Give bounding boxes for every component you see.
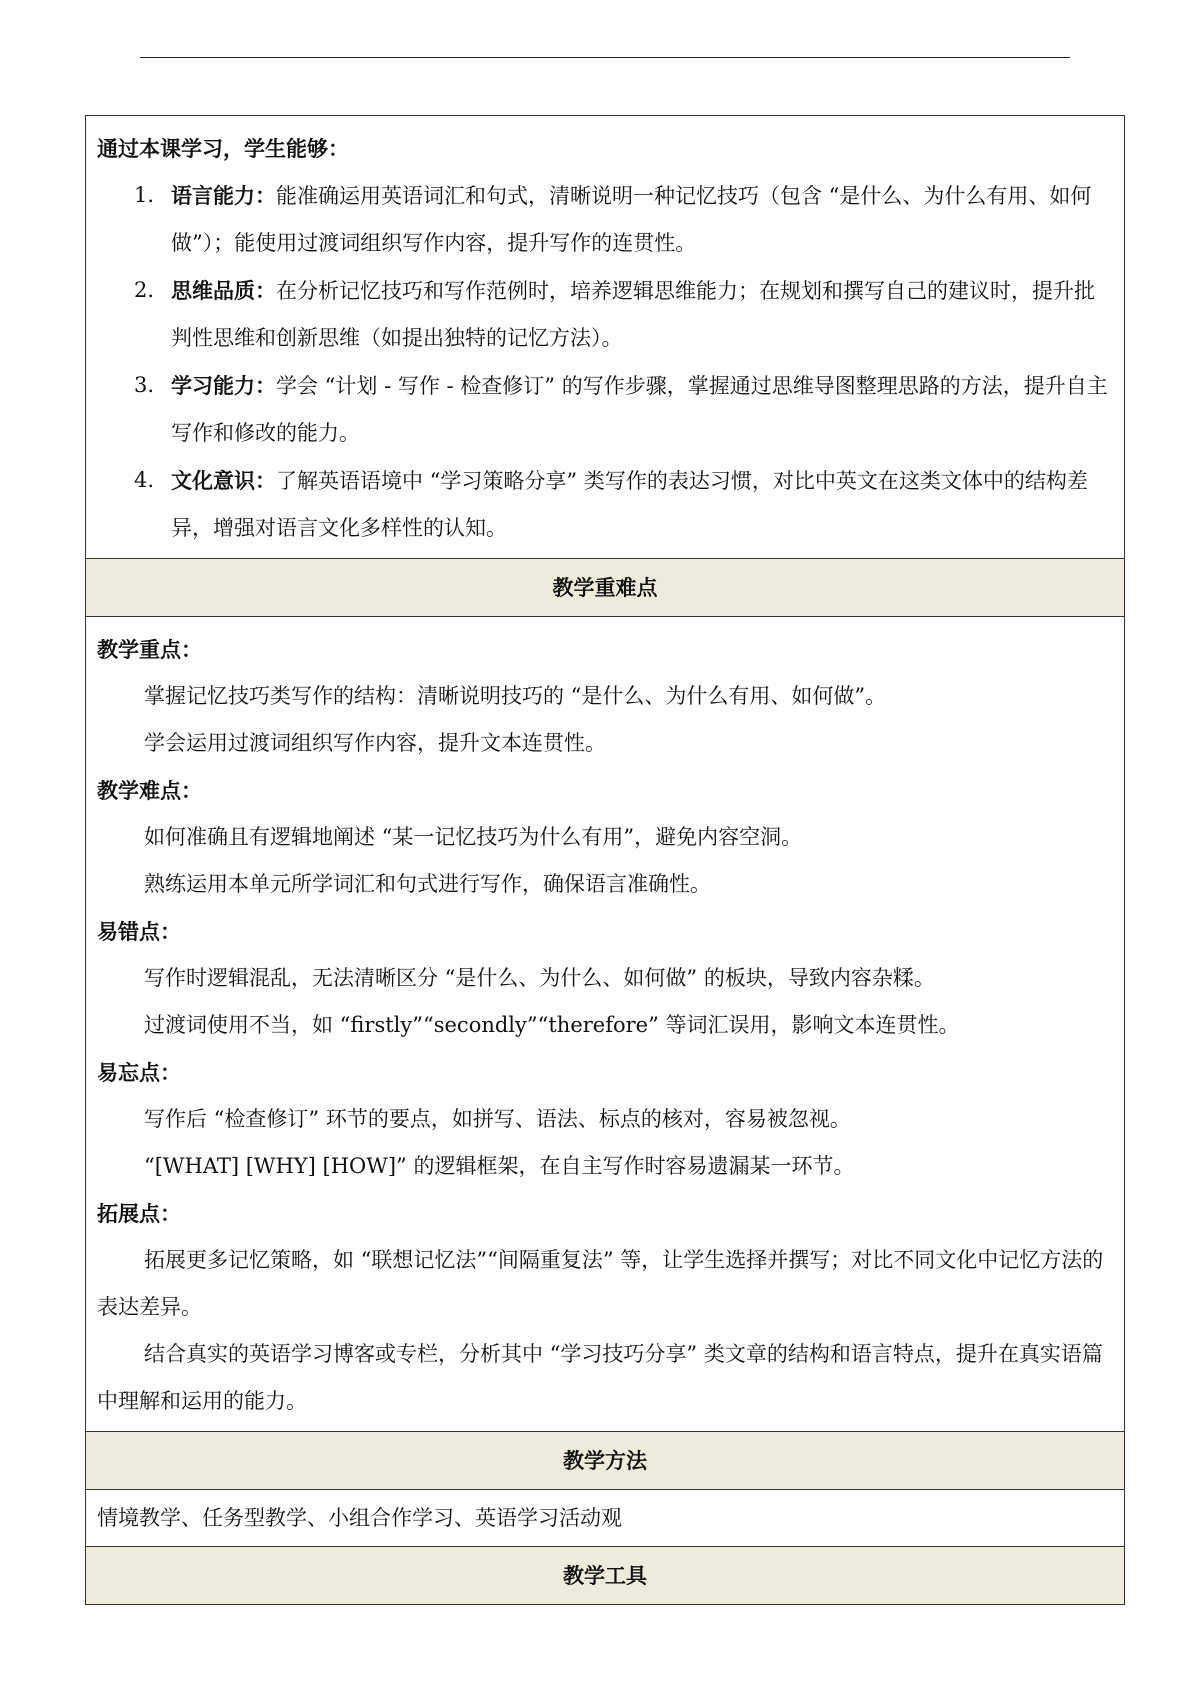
key-points-cell	[86, 617, 1125, 1432]
objectives-intro: 通过本课学习，学生能够：	[97, 136, 349, 161]
section-header: 教学方法	[86, 1432, 1125, 1490]
section-header: 教学工具	[86, 1547, 1125, 1605]
group-line: 掌握记忆技巧类写作的结构：清晰说明技巧的 “是什么、为什么有用、如何做”。	[144, 684, 887, 708]
objective-label: 文化意识：	[171, 468, 276, 493]
group-line: 写作时逻辑混乱，无法清晰区分 “是什么、为什么、如何做” 的板块，导致内容杂糅。	[144, 966, 935, 990]
group-label: 教学重点：	[97, 637, 202, 662]
lesson-plan-table	[85, 115, 1125, 1605]
key-points-header-row	[86, 559, 1125, 617]
methods-text: 情境教学、任务型教学、小组合作学习、英语学习活动观	[86, 1490, 1125, 1547]
objective-text: 了解英语语境中 “学习策略分享” 类写作的表达习惯，对比中英文在这类文体中的结构差异，增强对语言文化多样性的认知。	[171, 469, 1088, 540]
objectives-cell	[86, 116, 1125, 559]
group-line: 写作后 “检查修订” 环节的要点，如拼写、语法、标点的核对，容易被忽视。	[144, 1107, 851, 1131]
objective-item: 1. 语言能力：能准确运用英语词汇和句式，清晰说明一种记忆技巧（包含 “是什么、为什么有用、如何做”）；能使用过渡词组织写作内容，提升写作的连贯性。	[134, 183, 1092, 255]
section-header: 教学重难点	[86, 559, 1125, 617]
group-line: 熟练运用本单元所学词汇和句式进行写作，确保语言准确性。	[144, 872, 711, 896]
group-line: 结合真实的英语学习博客或专栏，分析其中 “学习技巧分享” 类文章的结构和语言特点，提升在真实语篇中理解和运用的能力。	[97, 1342, 1103, 1413]
group-label: 易错点：	[97, 919, 181, 944]
objective-label: 语言能力：	[171, 183, 276, 208]
objective-item: 2. 思维品质：在分析记忆技巧和写作范例时，培养逻辑思维能力；在规划和撰写自己的建议时，提升批判性思维和创新思维（如提出独特的记忆方法）。	[134, 278, 1095, 350]
methods-row	[86, 1490, 1125, 1547]
group-line: 学会运用过渡词组织写作内容，提升文本连贯性。	[144, 731, 606, 755]
objective-label: 学习能力：	[171, 373, 276, 398]
tools-header-row	[86, 1547, 1125, 1605]
objective-text: 能准确运用英语词汇和句式，清晰说明一种记忆技巧（包含 “是什么、为什么有用、如何做”）；能使用过渡词组织写作内容，提升写作的连贯性。	[171, 184, 1092, 255]
objective-item: 3. 学习能力：学会 “计划 - 写作 - 检查修订” 的写作步骤，掌握通过思维导图整理思路的方法，提升自主写作和修改的能力。	[134, 373, 1108, 445]
key-points-row	[86, 617, 1125, 1432]
group-label: 易忘点：	[97, 1060, 181, 1085]
group-line: 如何准确且有逻辑地阐述 “某一记忆技巧为什么有用”，避免内容空洞。	[144, 825, 803, 849]
header-rule	[140, 57, 1070, 58]
group-line: “[WHAT] [WHY] [HOW]” 的逻辑框架，在自主写作时容易遗漏某一环节。	[144, 1154, 855, 1178]
group-label: 拓展点：	[97, 1201, 181, 1226]
objectives-list	[97, 172, 1113, 552]
objective-label: 思维品质：	[171, 278, 276, 303]
group-line: 过渡词使用不当，如 “firstly”“secondly”“therefore” 等词汇误用，影响文本连贯性。	[144, 1013, 960, 1037]
group-label: 教学难点：	[97, 778, 202, 803]
methods-header-row	[86, 1432, 1125, 1490]
objective-item: 4. 文化意识：了解英语语境中 “学习策略分享” 类写作的表达习惯，对比中英文在这类文体中的结构差异，增强对语言文化多样性的认知。	[134, 468, 1088, 540]
objectives-row	[86, 116, 1125, 559]
objective-text: 学会 “计划 - 写作 - 检查修订” 的写作步骤，掌握通过思维导图整理思路的方法，提升自主写作和修改的能力。	[171, 374, 1108, 445]
group-line: 拓展更多记忆策略，如 “联想记忆法”“间隔重复法” 等，让学生选择并撰写；对比不同文化中记忆方法的表达差异。	[97, 1248, 1104, 1319]
objective-text: 在分析记忆技巧和写作范例时，培养逻辑思维能力；在规划和撰写自己的建议时，提升批判性思维和创新思维（如提出独特的记忆方法）。	[171, 279, 1095, 350]
